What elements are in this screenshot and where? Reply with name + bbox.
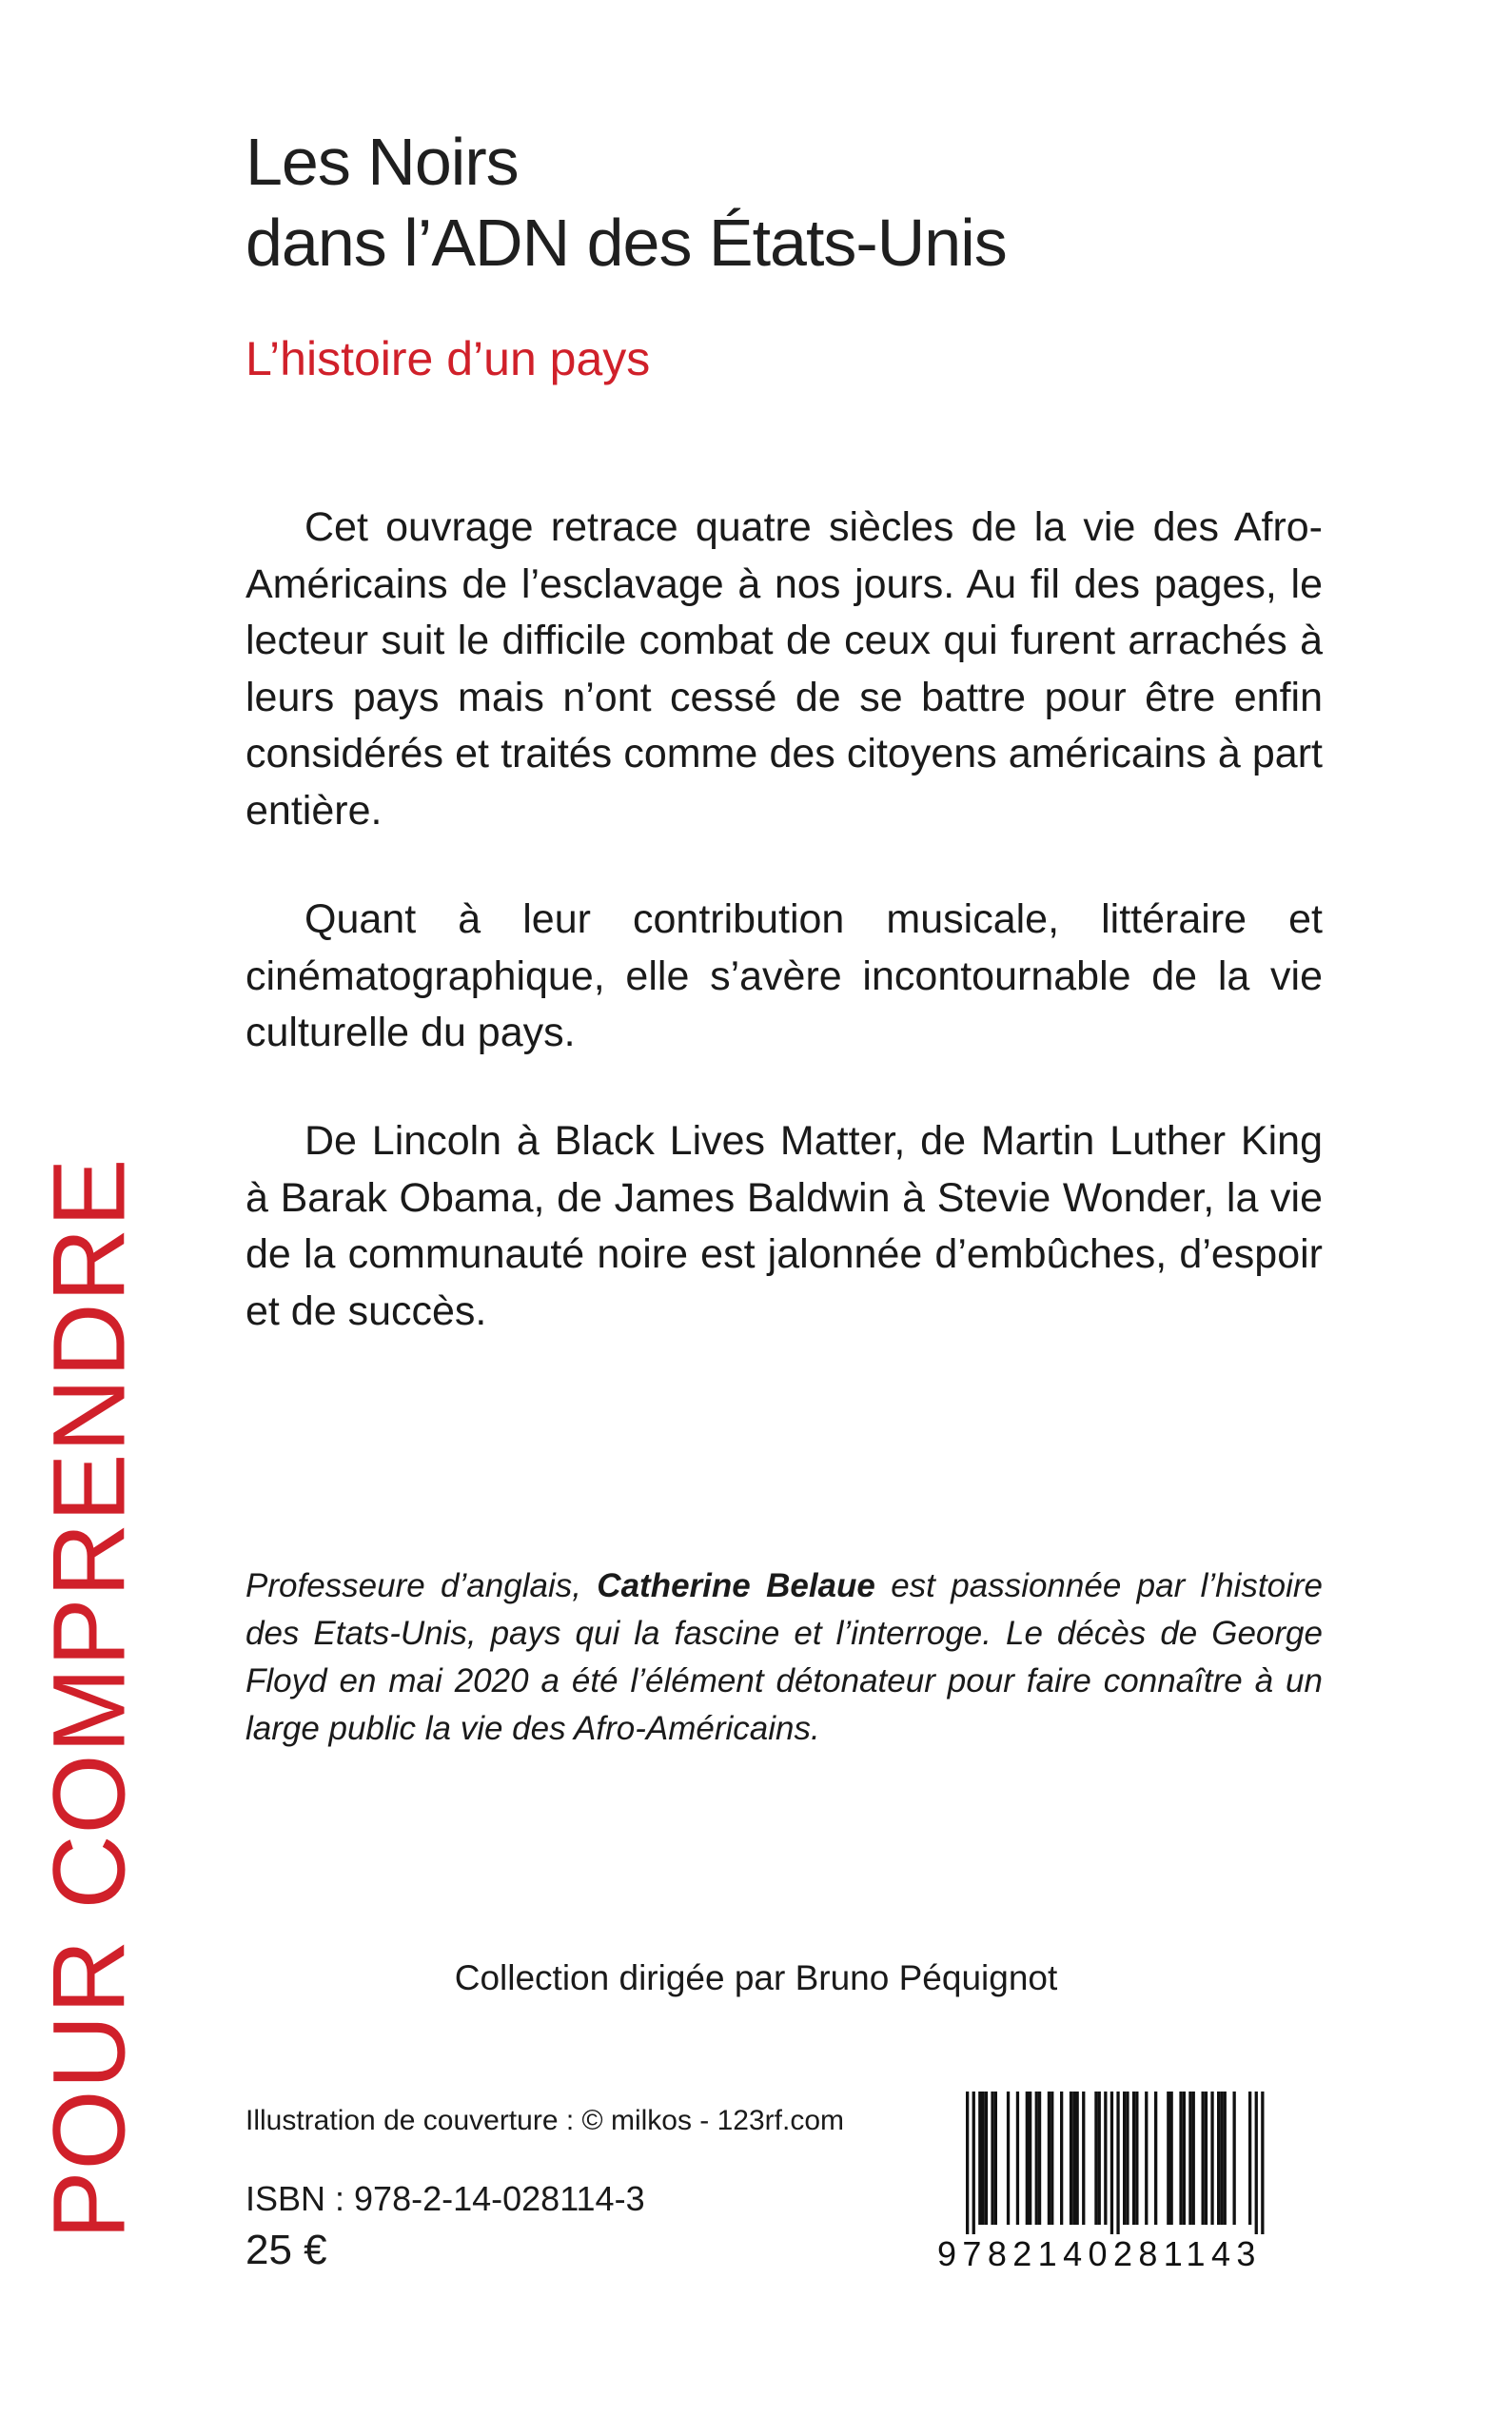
barcode-bar: [1170, 2092, 1173, 2225]
barcode-bar: [985, 2092, 988, 2225]
isbn: ISBN : 978-2-14-028114-3: [245, 2179, 645, 2218]
barcode-bar: [1104, 2092, 1107, 2225]
barcode-bar: [1029, 2092, 1031, 2225]
series-label: POUR COMPRENDRE: [30, 1157, 147, 2240]
barcode-bar: [1255, 2092, 1258, 2234]
barcode-bar: [1070, 2092, 1072, 2225]
barcode-bar: [1135, 2092, 1138, 2225]
description-paragraph-1: Cet ouvrage retrace quatre siècles de la vie des Afro-Américains de l’esclavage à nos jours. Au fil des pages, le lecteur suit le difficile combat de ceux qui furent arrachés à leurs pays mais n’ont cessé de se battre pour être enfin considérés et traités comme des citoyens américains à part entière.: [245, 504, 1323, 834]
series-label-container: [27, 1113, 150, 2284]
book-title-line-1: Les Noirs: [245, 125, 519, 199]
barcode-bar: [972, 2092, 975, 2234]
barcode-bar: [978, 2092, 981, 2225]
price: 25 €: [245, 2227, 327, 2273]
barcode-bar: [1248, 2092, 1251, 2225]
barcode-bar: [1205, 2092, 1208, 2225]
book-title-line-2: dans l’ADN des États-Unis: [245, 206, 1007, 280]
barcode-bar: [1060, 2092, 1063, 2225]
barcode-bar: [991, 2092, 993, 2225]
description-paragraph-2: Quant à leur contribution musicale, littéraire et cinématographique, elle s’avère incontournable de la vie culturelle du pays.: [245, 896, 1323, 1055]
barcode-bar: [1224, 2092, 1227, 2225]
barcode-bar: [1217, 2092, 1220, 2225]
barcode-bar: [1167, 2092, 1169, 2225]
description-paragraph-3: De Lincoln à Black Lives Matter, de Martin Luther King à Barak Obama, de James Baldwin à Stevie Wonder, la vie de la communauté noire est jalonnée d’embûches, d’espoir et de succès.: [245, 1118, 1323, 1334]
book-subtitle: L’histoire d’un pays: [245, 332, 651, 385]
collection-director: Collection dirigée par Bruno Péquignot: [454, 1958, 1058, 1997]
barcode-bar: [1220, 2092, 1223, 2225]
author-name: Catherine Belaue: [597, 1567, 875, 1604]
barcode-bar: [1076, 2092, 1079, 2225]
barcode-bar: [1026, 2092, 1029, 2225]
illustration-credit: Illustration de couverture : © milkos - 123rf.com: [245, 2105, 845, 2136]
barcode-bar: [1110, 2092, 1113, 2234]
barcode-bar: [982, 2092, 985, 2225]
author-bio-intro: Professeure d’anglais,: [245, 1567, 598, 1604]
barcode-bar: [1123, 2092, 1126, 2225]
barcode-bar: [1179, 2092, 1182, 2225]
barcode-bar: [1261, 2092, 1264, 2234]
barcode-bar: [1132, 2092, 1135, 2225]
author-bio-text: est passionnée par l’histoire des Etats-Unis, pays qui la fascine et l’interroge. Le décès de George Floyd en mai 2020 a été l’élément détonateur pour faire connaître à un large public la vie des Afro-Américains.: [245, 1567, 1323, 1747]
barcode-bar: [1202, 2092, 1205, 2225]
barcode-bar: [1072, 2092, 1075, 2225]
barcode-bar: [1154, 2092, 1157, 2225]
barcode-bar: [1016, 2092, 1019, 2225]
barcode-bar: [1210, 2092, 1213, 2225]
author-bio: [245, 1562, 1323, 1753]
barcode-bar: [1094, 2092, 1097, 2225]
barcode-bar: [1082, 2092, 1085, 2225]
barcode-bar: [1126, 2092, 1129, 2225]
barcode-bar: [1116, 2092, 1119, 2234]
barcode-bar: [1098, 2092, 1101, 2225]
barcode-bar: [994, 2092, 997, 2225]
barcode-bar: [1007, 2092, 1010, 2225]
barcode-digits: 9782140281143: [937, 2234, 1262, 2273]
barcode-bar: [1038, 2092, 1041, 2225]
barcode: [937, 2092, 1323, 2282]
barcode-bar: [1233, 2092, 1236, 2225]
barcode-bar: [966, 2092, 969, 2234]
barcode-bars: [937, 2092, 1323, 2234]
barcode-bar: [1035, 2092, 1038, 2225]
barcode-bar: [1192, 2092, 1195, 2225]
barcode-bar: [1051, 2092, 1053, 2225]
barcode-bar: [1183, 2092, 1186, 2225]
barcode-bar: [1188, 2092, 1191, 2225]
barcode-bar: [1145, 2092, 1148, 2225]
barcode-bar: [1048, 2092, 1051, 2225]
